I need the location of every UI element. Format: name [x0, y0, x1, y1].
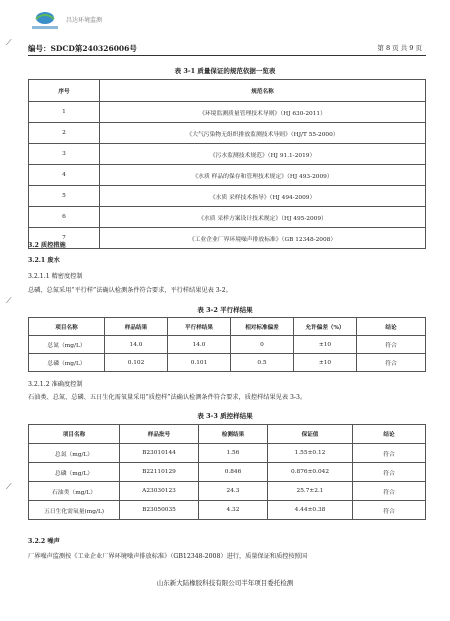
- cell: 总磷（mg/L）: [29, 354, 105, 372]
- col-header: 检测结果: [199, 425, 268, 444]
- cell: 1.55±0.12: [268, 444, 353, 463]
- company-logo: [28, 9, 62, 33]
- col-header: 相对标准偏差: [231, 318, 294, 336]
- cell: 5: [29, 186, 100, 207]
- table-row: [29, 482, 426, 501]
- table-3-2: [28, 317, 426, 372]
- paragraph: 石油类、总氮、总磷、五日生化需氧量采用“质控样”法确认检测条件符合要求，质控样结果见表 3-3。: [28, 394, 307, 401]
- cell: 总氮（mg/L）: [29, 336, 105, 354]
- section-heading: 3.2.2 噪声: [28, 538, 60, 545]
- cell: 符合: [357, 336, 426, 354]
- cell: 0: [231, 336, 294, 354]
- col-header: 结论: [353, 425, 426, 444]
- table-row: [29, 186, 426, 207]
- col-header: 样品批号: [120, 425, 199, 444]
- cell: 4.44±0.38: [268, 501, 353, 520]
- cell: 0.102: [105, 354, 168, 372]
- cell: 《大气污染物无组织排放监测技术导则》（HJ/T 55-2000）: [100, 123, 426, 144]
- page-indicator: 第 8 页 共 9 页: [377, 44, 422, 52]
- cell: B23010144: [120, 444, 199, 463]
- table-row: [29, 207, 426, 228]
- table-row: [29, 228, 426, 249]
- table-3-3-title: 表 3-3 质控样结果: [197, 412, 253, 420]
- cell: 总氮（mg/L）: [29, 444, 120, 463]
- table-row: [29, 336, 426, 354]
- margin-mark: ⟋: [6, 296, 12, 305]
- section-heading: 3.2.1 废水: [28, 257, 60, 264]
- cell: 《工业企业厂界环境噪声排放标准》（GB 12348-2008）: [100, 228, 426, 249]
- cell: 0.101: [168, 354, 231, 372]
- paragraph: 总磷、总氮采用“平行样”法确认检测条件符合要求，平行样结果见表 3-2。: [28, 287, 232, 294]
- paragraph: 厂界噪声监测按《工业企业厂界环境噪声排放标准》（GB12348-2008）进行，质量保证和质控按照国: [28, 553, 308, 560]
- cell: 14.0: [105, 336, 168, 354]
- col-header: 平行样结果: [168, 318, 231, 336]
- document-number: 编号：SDCD第240326006号: [28, 44, 137, 53]
- cell: A23030123: [120, 482, 199, 501]
- cell: 《污水监测技术规范》（HJ 91.1-2019）: [100, 144, 426, 165]
- col-header: 结论: [357, 318, 426, 336]
- col-header: 项目名称: [29, 425, 120, 444]
- cell: 14.0: [168, 336, 231, 354]
- cell: B22110129: [120, 463, 199, 482]
- cell: 符合: [353, 501, 426, 520]
- col-header: 样品结果: [105, 318, 168, 336]
- cell: 2: [29, 123, 100, 144]
- footer-text: 山东新大陆橡胶科技有限公司半年项目委托检测: [156, 579, 294, 587]
- cell: 0.876±0.042: [268, 463, 353, 482]
- col-header: 序号: [29, 80, 100, 102]
- margin-mark: ⟋: [6, 38, 12, 47]
- col-header: 允许偏差（%）: [294, 318, 357, 336]
- cell: 符合: [353, 463, 426, 482]
- header-rule: [28, 55, 426, 56]
- cell: 1: [29, 102, 100, 123]
- cell: 符合: [357, 354, 426, 372]
- table-row: [29, 354, 426, 372]
- cell: 符合: [353, 444, 426, 463]
- table-row: [29, 144, 426, 165]
- cell: 25.7±2.1: [268, 482, 353, 501]
- col-header: 保证值: [268, 425, 353, 444]
- table-row: [29, 444, 426, 463]
- cell: ±10: [294, 336, 357, 354]
- cell: 1.56: [199, 444, 268, 463]
- cell: 24.3: [199, 482, 268, 501]
- col-header: 项目名称: [29, 318, 105, 336]
- col-header: 规范名称: [100, 80, 426, 102]
- cell: 3: [29, 144, 100, 165]
- cell: 0.5: [231, 354, 294, 372]
- cell: 6: [29, 207, 100, 228]
- table-row: [29, 501, 426, 520]
- section-heading: 3.2.1.1 精密度控制: [28, 273, 83, 280]
- org-name: 昌达环境监测: [66, 17, 103, 24]
- table-row: [29, 123, 426, 144]
- cell: 4.32: [199, 501, 268, 520]
- section-heading: 3.2.1.2 准确度控制: [28, 381, 83, 388]
- table-row: [29, 102, 426, 123]
- cell: 《水质 样品的保存和管理技术规定》（HJ 493-2009）: [100, 165, 426, 186]
- table-3-3: [28, 424, 426, 520]
- table-3-1: [28, 79, 426, 249]
- cell: B23050035: [120, 501, 199, 520]
- cell: 《水质 采样技术指导》（HJ 494-2009）: [100, 186, 426, 207]
- table-row: [29, 165, 426, 186]
- cell: 符合: [353, 482, 426, 501]
- table-3-2-title: 表 3-2 平行样结果: [197, 306, 253, 314]
- section-heading: 3.2 质控措施: [28, 242, 66, 249]
- table-3-1-title: 表 3-1 质量保证的规范依据一览表: [174, 67, 276, 75]
- cell: 7: [29, 228, 100, 249]
- cell: 0.846: [199, 463, 268, 482]
- table-row: [29, 463, 426, 482]
- cell: 石油类（mg/L）: [29, 482, 120, 501]
- cell: ±10: [294, 354, 357, 372]
- margin-mark: ⟋: [6, 482, 12, 491]
- cell: 《环境监测质量管理技术导则》（HJ 630-2011）: [100, 102, 426, 123]
- cell: 五日生化需氧量(mg/L): [29, 501, 120, 520]
- cell: 《水质 采样方案设计技术规定》（HJ 495-2009）: [100, 207, 426, 228]
- cell: 4: [29, 165, 100, 186]
- cell: 总磷（mg/L）: [29, 463, 120, 482]
